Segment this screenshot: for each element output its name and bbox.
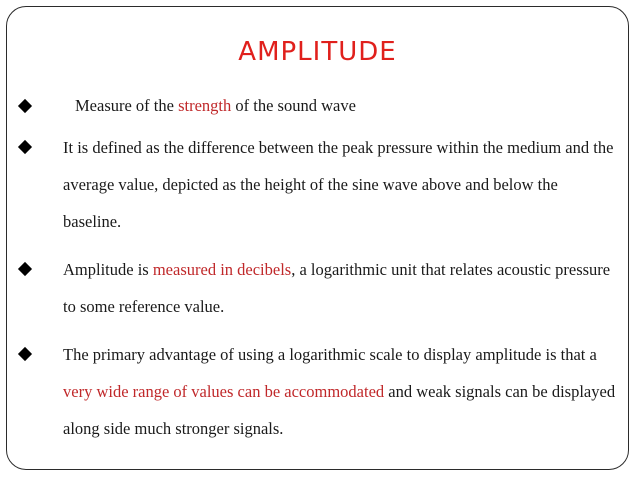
- bullet-text-part: It is defined as the difference between the peak pressure within the medium and the average value, depicted as the height of the sine wave above and below the baseline.: [63, 138, 614, 231]
- bullet-text-part: The primary advantage of using a logarithmic scale to display amplitude is that a: [63, 345, 597, 364]
- diamond-bullet-icon: [19, 129, 33, 166]
- diamond-bullet-icon: [19, 336, 33, 373]
- bullet-item: [19, 129, 619, 240]
- bullet-text-part: of the sound wave: [231, 96, 356, 115]
- bullet-highlight: strength: [178, 96, 232, 115]
- slide-title: AMPLITUDE: [238, 37, 397, 67]
- diamond-bullet-icon: [19, 251, 33, 288]
- bullet-text-part: and weak signals can be displayed along side much stronger signals.: [63, 382, 616, 438]
- bullet-text-part: , a logarithmic unit that relates acoustic pressure to some reference value.: [63, 260, 611, 316]
- bullet-text-part: Amplitude is: [63, 260, 153, 279]
- slide: [6, 6, 629, 470]
- bullet-text-part: Measure of the: [75, 96, 179, 115]
- bullet-highlight: very wide range of values can be accommodated: [63, 382, 385, 401]
- bullet-item: [19, 91, 619, 121]
- diamond-bullet-icon: [19, 91, 33, 121]
- bullet-item: [19, 336, 619, 447]
- bullet-highlight: measured in decibels: [152, 260, 292, 279]
- bullet-item: [19, 251, 619, 325]
- bullet-list: [19, 91, 619, 458]
